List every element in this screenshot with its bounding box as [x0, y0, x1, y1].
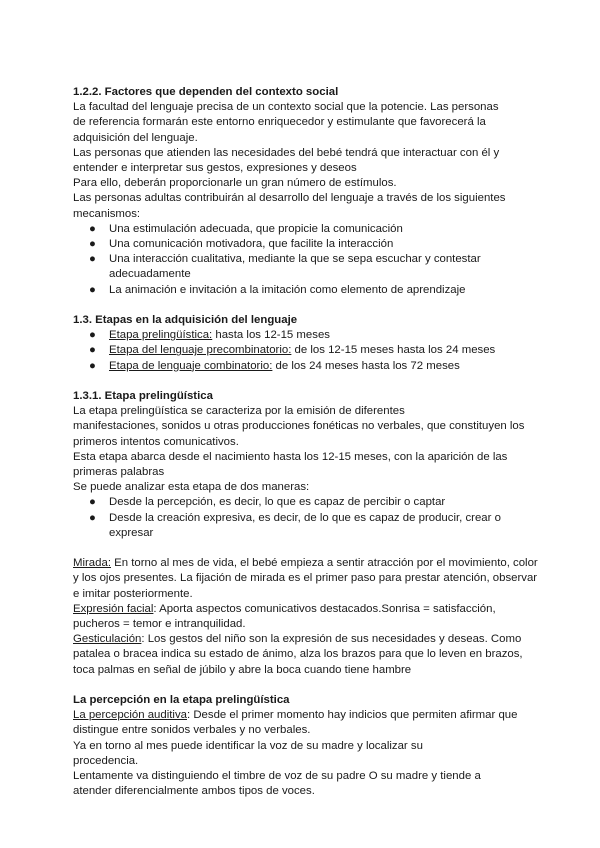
spacer [73, 541, 533, 556]
paragraph-line: primeras palabras [73, 466, 165, 479]
paragraph-line: primeros intentos comunicativos. [73, 435, 239, 448]
heading-factores-contexto-social: 1.2.2. Factores que dependen del contexto social [73, 86, 339, 98]
paragraph-line: Lentamente va distinguiendo el timbre de voz de su padre O su madre y tiende a [73, 770, 481, 783]
list-item-continuation: adecuadamente [109, 268, 191, 281]
list-item: ● Desde la percepción, es decir, lo que es capaz de percibir o captar [73, 495, 533, 510]
bullet-icon: ● [89, 283, 96, 296]
maneras-list [73, 495, 533, 541]
bullet-icon: ● [89, 359, 96, 372]
paragraph-line: de referencia formarán este entorno enriquecedor y estimulante que favorecerá la [73, 116, 486, 129]
paragraph-line: toca palmas en señal de júbilo y abre la boca cuando tiene hambre [73, 663, 412, 676]
list-item: ● Etapa del lenguaje precombinatorio: de los 12-15 meses hasta los 24 meses [73, 343, 533, 358]
paragraph-line: pucheros = temor e intranquilidad. [73, 618, 246, 631]
paragraph-line: La facultad del lenguaje precisa de un contexto social que la potencie. Las personas [73, 101, 499, 114]
bullet-icon: ● [89, 222, 96, 235]
bullet-icon: ● [89, 253, 96, 266]
document-content [73, 85, 538, 799]
list-item: ● Una estimulación adecuada, que propicie la comunicación [73, 222, 533, 237]
paragraph-line: entender e interpretar sus gestos, expresiones y deseos [73, 162, 357, 175]
paragraph-percepcion-auditiva: La percepción auditiva: Desde el primer momento hay indicios que permiten afirmar que [73, 709, 518, 722]
paragraph-line: La etapa prelingüística se caracteriza por la emisión de diferentes [73, 405, 405, 418]
paragraph-line: adquisición del lenguaje. [73, 131, 198, 144]
paragraph-line: Las personas que atienden las necesidades del bebé tendrá que interactuar con él y [73, 146, 500, 159]
list-item: ● La animación e invitación a la imitación como elemento de aprendizaje [73, 283, 533, 298]
list-item: ● Una comunicación motivadora, que facilite la interacción [73, 237, 533, 252]
paragraph-gesticulacion: Gesticulación: Los gestos del niño son la expresión de sus necesidades y deseas. Como [73, 633, 522, 646]
bullet-icon: ● [89, 511, 96, 524]
paragraph-line: e imitar posteriormente. [73, 587, 193, 600]
paragraph-line: procedencia. [73, 754, 139, 767]
paragraph-mirada: Mirada: En torno al mes de vida, el bebé empieza a sentir atracción por el movimiento, color [73, 557, 538, 570]
bullet-icon: ● [89, 496, 96, 509]
paragraph-line: Se puede analizar esta etapa de dos maneras: [73, 481, 310, 494]
paragraph-line: Ya en torno al mes puede identificar la voz de su madre y localizar su [73, 739, 423, 752]
heading-etapas-adquisicion: 1.3. Etapas en la adquisición del lenguaje [73, 314, 298, 327]
paragraph-line: Las personas adultas contribuirán al desarrollo del lenguaje a través de los siguientes [73, 192, 506, 205]
paragraph-line: mecanismos: [73, 207, 141, 220]
spacer [73, 298, 533, 313]
bullet-icon: ● [89, 344, 96, 357]
spacer [73, 374, 533, 389]
bullet-icon: ● [89, 329, 96, 342]
heading-etapa-prelinguistica: 1.3.1. Etapa prelingüística [73, 390, 213, 403]
paragraph-line: manifestaciones, sonidos u otras producciones fonéticas no verbales, que constituyen los [73, 420, 525, 433]
list-item: ● Etapa prelingüística: hasta los 12-15 meses [73, 328, 533, 343]
list-item: ● Etapa de lenguaje combinatorio: de los 24 meses hasta los 72 meses [73, 359, 533, 374]
bullet-icon: ● [89, 238, 96, 251]
heading-percepcion: La percepción en la etapa prelingüística [73, 694, 290, 707]
spacer [73, 678, 533, 693]
paragraph-line: patalea o bracea indica su estado de ánimo, alza los brazos para que lo leven en brazos, [73, 648, 523, 661]
list-item: ● Una interacción cualitativa, mediante la que se sepa escuchar y contestar [73, 252, 533, 267]
paragraph-line: y los ojos presentes. La fijación de mirada es el primer paso para prestar atención, observar [73, 572, 538, 585]
etapas-list [73, 328, 533, 374]
list-item-continuation: expresar [109, 526, 154, 539]
paragraph-line: distingue entre sonidos verbales y no verbales. [73, 724, 311, 737]
paragraph-line: Para ello, deberán proporcionarle un gran número de estímulos. [73, 177, 397, 190]
paragraph-line: Esta etapa abarca desde el nacimiento hasta los 12-15 meses, con la aparición de las [73, 450, 508, 463]
paragraph-expresion-facial: Expresión facial: Aporta aspectos comunicativos destacados.Sonrisa = satisfacción, [73, 602, 496, 615]
mecanismos-list [73, 222, 533, 298]
paragraph-line: atender diferencialmente ambos tipos de voces. [73, 785, 315, 798]
list-item: ● Desde la creación expresiva, es decir, de lo que es capaz de producir, crear o [73, 511, 533, 526]
